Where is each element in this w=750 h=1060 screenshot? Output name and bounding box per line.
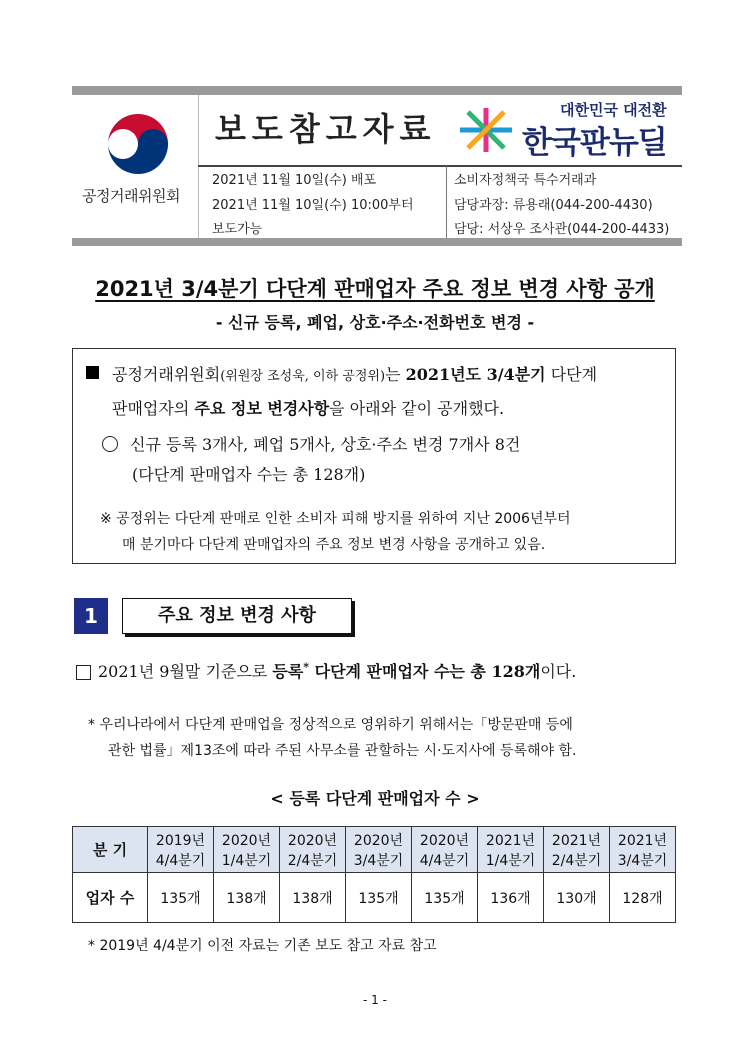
new-deal-brand-mark bbox=[456, 104, 516, 156]
summary-org-note: (위원장 조성욱, 이하 공정위) bbox=[220, 369, 386, 384]
summary-note-line: 매 분기마다 다단계 판매업자의 주요 정보 변경 사항을 공개하고 있음. bbox=[122, 537, 546, 553]
quarter-label: 4/4분기 bbox=[155, 852, 206, 869]
contact-director: 담당과장: 류용래(044-200-4430) bbox=[454, 198, 653, 213]
quarter-label: 2/4분기 bbox=[551, 852, 602, 869]
press-title: 보도참고자료 bbox=[215, 110, 437, 148]
summary-text: 는 bbox=[385, 365, 406, 384]
summary-org: 공정거래위원회 bbox=[112, 365, 221, 384]
square-bullet-icon bbox=[86, 366, 99, 379]
summary-text: 을 아래와 같이 공개했다. bbox=[329, 399, 505, 418]
quarter-label: 3/4분기 bbox=[353, 852, 404, 869]
quarter-year: 2019년 bbox=[155, 832, 206, 849]
summary-paragraph bbox=[112, 359, 672, 425]
quarter-cell bbox=[346, 827, 412, 873]
quarter-cell bbox=[148, 827, 214, 873]
table-row-quarter bbox=[73, 827, 676, 873]
count-cell: 136개 bbox=[478, 873, 544, 923]
quarter-year: 2021년 bbox=[551, 832, 602, 849]
government-seal-logo bbox=[106, 112, 170, 176]
main-statement bbox=[98, 659, 576, 682]
quarter-cell bbox=[214, 827, 280, 873]
header-bottom-bar bbox=[72, 238, 682, 246]
statement-text: 이다. bbox=[540, 662, 577, 681]
brand-title: 한국판뉴딜 bbox=[522, 125, 667, 161]
quarter-year: 2020년 bbox=[287, 832, 338, 849]
quarter-year: 2021년 bbox=[617, 832, 668, 849]
seller-count-table bbox=[72, 826, 676, 923]
quarter-year: 2020년 bbox=[221, 832, 272, 849]
footnote-line: 관한 법률」제13조에 따라 주된 사무소를 관할하는 시·도지사에 등록해야 함. bbox=[108, 743, 577, 759]
count-cell: 135개 bbox=[346, 873, 412, 923]
count-cell: 135개 bbox=[148, 873, 214, 923]
summary-stats-line: 신규 등록 3개사, 폐업 5개사, 상호·주소 변경 7개사 8건 bbox=[130, 435, 521, 454]
summary-note bbox=[100, 506, 670, 558]
footnote-line: * 우리나라에서 다단계 판매업을 정상적으로 영위하기 위해서는「방문판매 등에 bbox=[88, 717, 573, 733]
row-header-count: 업자 수 bbox=[73, 873, 148, 923]
org-name: 공정거래위원회 bbox=[82, 187, 180, 205]
section-title: 주요 정보 변경 사항 bbox=[122, 598, 352, 634]
table-title: < 등록 다단계 판매업자 수 > bbox=[270, 789, 480, 808]
count-cell: 130개 bbox=[544, 873, 610, 923]
summary-text: 판매업자의 bbox=[112, 399, 195, 418]
quarter-year: 2020년 bbox=[353, 832, 404, 849]
summary-period: 2021년도 3/4분기 bbox=[405, 365, 546, 384]
document-title: 2021년 3/4분기 다단계 판매업자 주요 정보 변경 사항 공개 bbox=[95, 277, 655, 301]
registration-footnote bbox=[88, 712, 678, 764]
meta-divider bbox=[446, 166, 447, 238]
table-note: * 2019년 4/4분기 이전 자료는 기존 보도 참고 자료 참고 bbox=[88, 938, 437, 954]
summary-emphasis: 주요 정보 변경사항 bbox=[194, 399, 330, 418]
page-number: - 1 - bbox=[363, 993, 387, 1007]
quarter-label: 3/4분기 bbox=[617, 852, 668, 869]
summary-text: 다단계 bbox=[545, 365, 598, 384]
quarter-cell bbox=[544, 827, 610, 873]
count-cell: 135개 bbox=[412, 873, 478, 923]
statement-text: 2021년 9월말 기준으로 bbox=[98, 662, 273, 681]
document-subtitle: - 신규 등록, 폐업, 상호·주소·전화번호 변경 - bbox=[215, 313, 535, 332]
quarter-label: 1/4분기 bbox=[221, 852, 272, 869]
contact-staff: 담당: 서상우 조사관(044-200-4433) bbox=[454, 222, 670, 237]
embargo-note: 보도가능 bbox=[212, 222, 263, 237]
count-cell: 138개 bbox=[280, 873, 346, 923]
summary-stats bbox=[130, 430, 670, 490]
table-row-count bbox=[73, 873, 676, 923]
quarter-label: 4/4분기 bbox=[419, 852, 470, 869]
department: 소비자정책국 특수거래과 bbox=[454, 173, 597, 188]
header-mid-rule bbox=[198, 165, 682, 167]
embargo-time: 2021년 11월 10일(수) 10:00부터 bbox=[212, 198, 414, 213]
quarter-cell bbox=[478, 827, 544, 873]
summary-note-line: ※ 공정위는 다단계 판매로 인한 소비자 피해 방지를 위하여 지난 2006년부터 bbox=[100, 511, 571, 527]
statement-emphasis: 다단계 판매업자 수는 총 128개 bbox=[309, 662, 541, 681]
count-cell: 128개 bbox=[610, 873, 676, 923]
summary-stats-total: (다단계 판매업자 수는 총 128개) bbox=[132, 465, 366, 484]
quarter-cell bbox=[280, 827, 346, 873]
section-number: 1 bbox=[74, 598, 108, 634]
header-top-bar bbox=[72, 86, 682, 95]
row-header-quarter: 분 기 bbox=[73, 827, 148, 873]
circle-bullet-icon bbox=[102, 436, 118, 452]
brand-subtitle: 대한민국 대전환 bbox=[560, 101, 667, 119]
quarter-label: 1/4분기 bbox=[485, 852, 536, 869]
statement-emphasis: 등록 bbox=[272, 662, 304, 681]
quarter-year: 2021년 bbox=[485, 832, 536, 849]
quarter-cell bbox=[610, 827, 676, 873]
footnote-mark: * bbox=[303, 660, 310, 674]
checkbox-bullet-icon bbox=[76, 665, 91, 680]
quarter-cell bbox=[412, 827, 478, 873]
quarter-year: 2020년 bbox=[419, 832, 470, 849]
count-cell: 138개 bbox=[214, 873, 280, 923]
release-date: 2021년 11월 10일(수) 배포 bbox=[212, 173, 377, 188]
quarter-label: 2/4분기 bbox=[287, 852, 338, 869]
